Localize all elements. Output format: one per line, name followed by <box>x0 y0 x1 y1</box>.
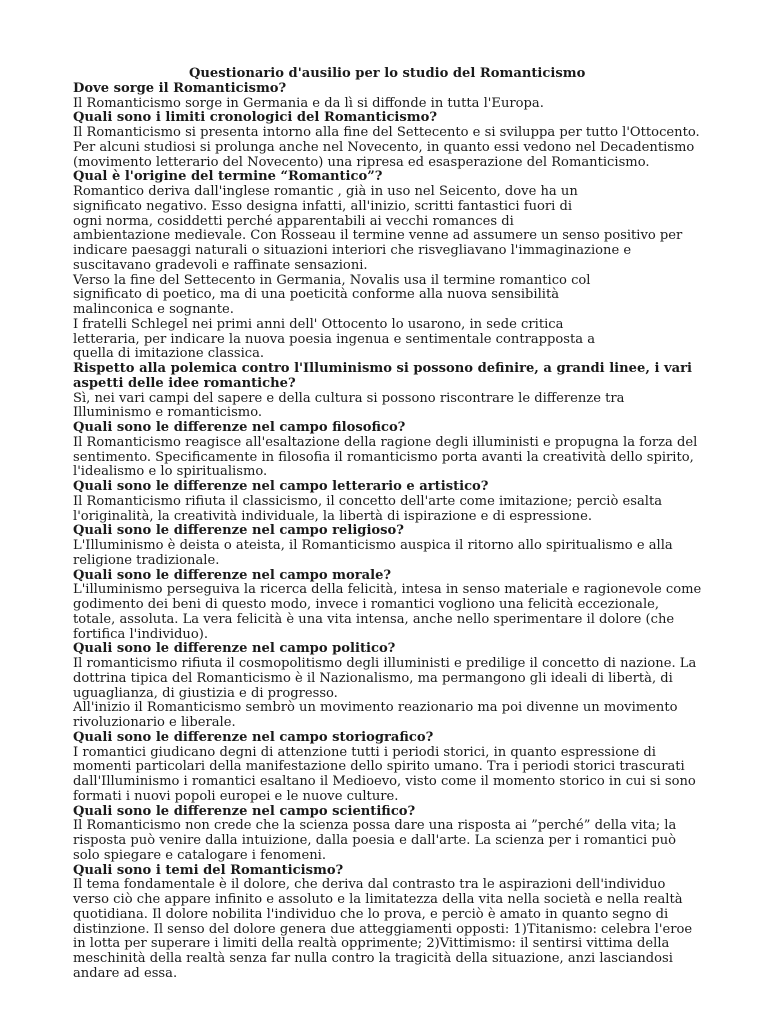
answer-line: totale, assoluta. La vera felicità è una vita intensa, anche nello sperimentare il dolore (che <box>73 611 675 627</box>
answer-line: momenti particolari della manifestazione dello spirito umano. Tra i periodi storici trascurati <box>73 759 685 775</box>
section-answer <box>73 819 728 863</box>
answer-line: quella di imitazione classica. <box>73 346 265 362</box>
answer-line: godimento dei beni di questo modo, invece i romantici vogliono una felicità eccezionale, <box>73 597 660 612</box>
section-question: Quali sono le differenze nel campo letterario e artistico? <box>73 479 489 494</box>
answer-line: L'Illuminismo è deista o ateista, il Romanticismo auspica il ritorno allo spiritualismo e alla <box>73 538 673 553</box>
answer-line: L'illuminismo perseguiva la ricerca della felicità, intesa in senso materiale e ragionevole come <box>73 582 702 598</box>
section-question: Quali sono i temi del Romanticismo? <box>73 862 344 878</box>
section-answer <box>73 495 728 525</box>
answer-line: Sì, nei vari campi del sapere e della cultura si possono riscontrare le differenze tra <box>73 390 625 406</box>
answer-line: solo spiegare e catalogare i fenomeni. <box>73 847 326 863</box>
answer-line: letteraria, per indicare la nuova poesia ingenua e sentimentale contrapposta a <box>73 331 596 347</box>
answer-line: l'originalità, la creatività individuale, la libertà di ispirazione e di espressione. <box>73 508 593 524</box>
section-answer <box>73 126 728 170</box>
answer-line: Il Romanticismo rifiuta il classicismo, il concetto dell'arte come imitazione; perciò esalta <box>73 493 663 509</box>
document-title: Questionario d'ausilio per lo studio del Romanticismo <box>189 66 586 81</box>
answer-line: indicare paesaggi naturali o situazioni interiori che risvegliavano l'immaginazione e <box>73 243 632 258</box>
answer-line: risposta può venire dalla intuizione, dalla poesia e dall'arte. La scienza per i romantici può <box>73 833 677 848</box>
section-answer <box>73 583 728 642</box>
section-answer <box>73 657 728 731</box>
section-question: Dove sorge il Romanticismo? <box>73 80 287 96</box>
answer-line: fortifica l'individuo). <box>73 626 209 642</box>
answer-line: (movimento letterario del Novecento) una ripresa ed esasperazione del Romanticismo. <box>73 154 650 170</box>
section-question: Qual è l'origine del termine “Romantico”? <box>73 169 383 185</box>
answer-line: religione tradizionale. <box>73 552 220 568</box>
answer-line: Il romanticismo rifiuta il cosmopolitismo degli illuministi e predilige il concetto di nazione. La <box>73 656 697 671</box>
section-answer <box>73 97 728 112</box>
answer-line: sentimento. Specificamente in filosofia il romanticismo porta avanti la creatività dello spirito, <box>73 449 694 465</box>
answer-line: All'inizio il Romanticismo sembrò un movimento reazionario ma poi divenne un movimento <box>73 700 678 716</box>
section-question: Quali sono le differenze nel campo morale? <box>73 567 392 583</box>
section-answer <box>73 436 728 480</box>
answer-line: Per alcuni studiosi si prolunga anche nel Novecento, in quanto essi vedono nel Decadentismo <box>73 139 695 155</box>
answer-line: malinconica e sognante. <box>73 302 234 317</box>
answer-line: ogni norma, cosiddetti perché apparentabili ai vecchi romances di <box>73 213 514 229</box>
section-answer <box>73 746 728 805</box>
answer-line: Illuminismo e romanticismo. <box>73 405 263 421</box>
answer-line: I romantici giudicano degni di attenzione tutti i periodi storici, in quanto espressione di <box>73 744 656 760</box>
answer-line: Il tema fondamentale è il dolore, che deriva dal contrasto tra le aspirazioni dell'individuo <box>73 877 666 893</box>
answer-line: distinzione. Il senso del dolore genera due atteggiamenti opposti: 1)Titanismo: celebra l'eroe <box>73 921 693 937</box>
section-answer <box>73 539 728 569</box>
answer-line: verso ciò che appare infinito e assoluto e la limitatezza della vita nella società e nella realtà <box>73 892 683 907</box>
answer-line: significato di poetico, ma di una poeticità conforme alla nuova sensibilità <box>73 287 560 303</box>
answer-line: Il Romanticismo sorge in Germania e da lì si diffonde in tutta l'Europa. <box>73 95 544 111</box>
section-question: Quali sono le differenze nel campo scientifico? <box>73 803 416 819</box>
section-question: Quali sono le differenze nel campo politico? <box>73 641 396 657</box>
answer-line: Romantico deriva dall'inglese romantic , già in uso nel Seicento, dove ha un <box>73 184 578 199</box>
section-question: Quali sono le differenze nel campo storiografico? <box>73 729 434 745</box>
answer-line: uguaglianza, di giustizia e di progresso. <box>73 685 338 701</box>
section-question: Quali sono i limiti cronologici del Romanticismo? <box>73 110 438 126</box>
section-answer <box>73 392 728 422</box>
answer-line: Il Romanticismo reagisce all'esaltazione della ragione degli illuministi e propugna la forza del <box>73 434 698 450</box>
answer-line: formati i nuovi popoli europei e le nuove culture. <box>73 788 399 804</box>
answer-line: I fratelli Schlegel nei primi anni dell' Ottocento lo usarono, in sede critica <box>73 316 564 332</box>
answer-line: Il Romanticismo si presenta intorno alla fine del Settecento e si sviluppa per tutto l'Ottocento. <box>73 125 700 140</box>
answer-line: in lotta per superare i limiti della realtà opprimente; 2)Vittimismo: il sentirsi vittima della <box>73 936 670 952</box>
document-body <box>73 82 728 982</box>
answer-line: meschinità della realtà senza far nulla contro la tragicità della situazione, anzi lasciandosi <box>73 951 673 966</box>
answer-line: dall'Illuminismo i romantici esaltano il Medioevo, visto come il momento storico in cui si sono <box>73 774 696 789</box>
answer-line: Verso la fine del Settecento in Germania, Novalis usa il termine romantico col <box>73 272 591 288</box>
section-answer <box>73 878 728 981</box>
answer-line: Il Romanticismo non crede che la scienza possa dare una risposta ai ”perché” della vita; la <box>73 818 677 834</box>
answer-line: andare ad essa. <box>73 965 178 981</box>
section-answer <box>73 185 728 362</box>
answer-line: dottrina tipica del Romanticismo è il Nazionalismo, ma permangono gli ideali di libertà, di <box>73 670 673 686</box>
answer-line: quotidiana. Il dolore nobilita l'individuo che lo prova, e perciò è amato in quanto segno di <box>73 906 669 922</box>
section-question: Rispetto alla polemica contro l'Illuminismo si possono definire, a grandi linee, i vari aspetti delle idee romantiche? <box>73 361 692 391</box>
section-question: Quali sono le differenze nel campo filosofico? <box>73 420 406 435</box>
answer-line: suscitavano gradevoli e raffinate sensazioni. <box>73 257 368 273</box>
answer-line: rivoluzionario e liberale. <box>73 715 236 730</box>
answer-line: ambientazione medievale. Con Rosseau il termine venne ad assumere un senso positivo per <box>73 228 683 244</box>
answer-line: significato negativo. Esso designa infatti, all'inizio, scritti fantastici fuori di <box>73 198 573 214</box>
answer-line: l'idealismo e lo spiritualismo. <box>73 464 268 480</box>
section-question: Quali sono le differenze nel campo religioso? <box>73 523 404 539</box>
